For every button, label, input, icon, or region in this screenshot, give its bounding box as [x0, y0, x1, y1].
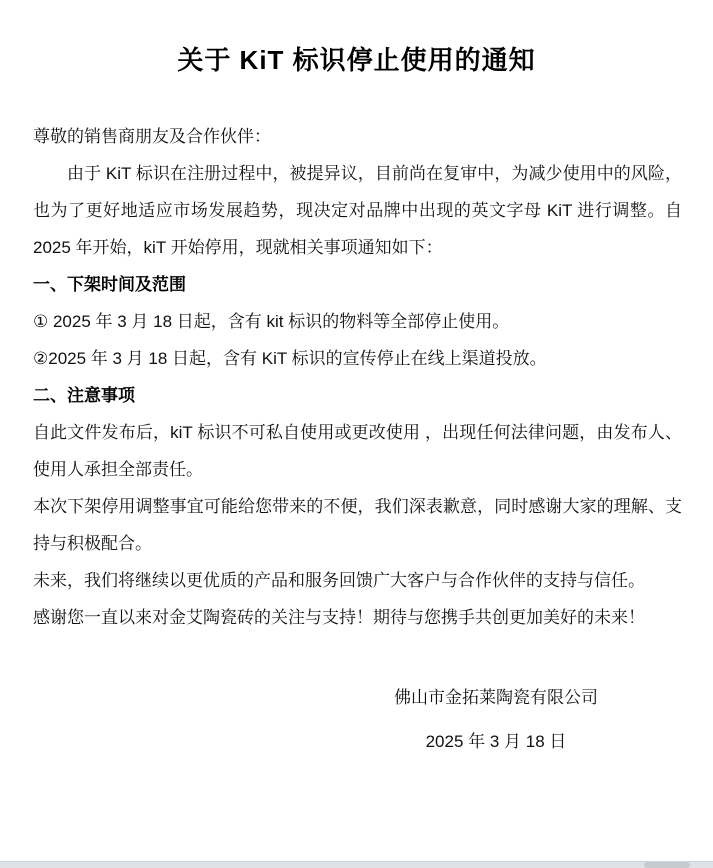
section-2-paragraph-1: 自此文件发布后，kiT 标识不可私自使用或更改使用 ，出现任何法律问题，由发布人、使用人承担全部责任。 [33, 423, 682, 479]
section-2-paragraph-3: 未来，我们将继续以更优质的产品和服务回馈广大客户与合作伙伴的支持与信任。 [33, 571, 645, 590]
greeting-line: 尊敬的销售商朋友及合作伙伴： [33, 127, 271, 146]
section-2-paragraph-4: 感谢您一直以来对金艾陶瓷砖的关注与支持！期待与您携手共创更加美好的未来！ [33, 608, 645, 627]
horizontal-scrollbar-track[interactable] [0, 861, 713, 868]
signature-company: 佛山市金拓莱陶瓷有限公司 [394, 688, 598, 707]
document-title: 关于 KiT 标识停止使用的通知 [177, 45, 536, 75]
section-1-item-2: ②2025 年 3 月 18 日起，含有 KiT 标识的宣传停止在线上渠道投放。 [33, 349, 547, 368]
signature-date: 2025 年 3 月 18 日 [425, 732, 567, 751]
horizontal-scrollbar-thumb[interactable] [644, 862, 690, 868]
section-1-heading: 一、下架时间及范围 [33, 275, 186, 294]
intro-paragraph: 由于 KiT 标识在注册过程中，被提异议，目前尚在复审中，为减少使用中的风险，也为了更好地适应市场发展趋势，现决定对品牌中出现的英文字母 KiT 进行调整。自 2025 年开始，kiT 开始停用，现就相关事项通知如下： [33, 164, 682, 257]
document-body [0, 118, 713, 764]
section-2-heading: 二、注意事项 [33, 386, 135, 405]
signature-block [356, 676, 636, 764]
section-2-paragraph-2: 本次下架停用调整事宜可能给您带来的不便，我们深表歉意，同时感谢大家的理解、支持与积极配合。 [33, 497, 682, 553]
section-1-item-1: ① 2025 年 3 月 18 日起，含有 kit 标识的物料等全部停止使用。 [33, 312, 510, 331]
